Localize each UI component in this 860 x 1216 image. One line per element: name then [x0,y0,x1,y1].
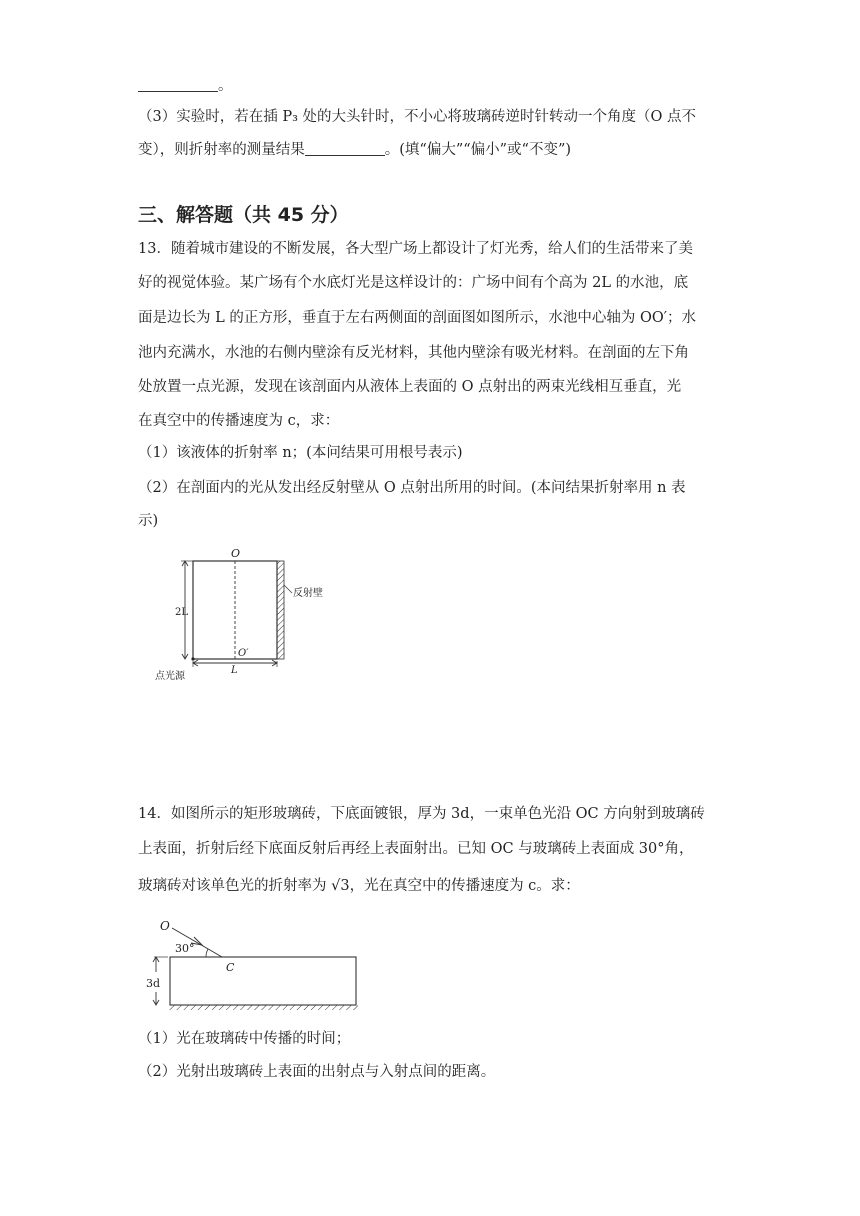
q13-line-5: 处放置一点光源，发现在该剖面内从液体上表面的 O 点射出的两束光线相互垂直，光 [138,379,682,395]
q13-line-4: 池内充满水，水池的右侧内壁涂有反光材料，其他内壁涂有吸光材料。在剖面的左下角 [138,345,689,361]
label-wall: 反射壁 [293,588,323,599]
q14-line-2: 上表面，折射后经下底面反射后再经上表面射出。已知 OC 与玻璃砖上表面成 30°角， [138,841,694,857]
glass-block-figure [140,912,370,1012]
silvered-bottom [168,1005,358,1010]
label-angle: 30° [175,942,195,955]
q14-sub-1: （1）光在玻璃砖中传播的时间； [138,1031,351,1047]
label-thickness: 3d [146,977,161,990]
pool-figure [145,543,345,688]
q13-sub-2-line2: 示) [138,513,159,529]
label-C: C [226,961,235,974]
glass-block [170,957,356,1005]
label-O-prime: O′ [238,648,249,659]
blank-underline [305,141,385,156]
reflective-wall [277,561,284,659]
q13-line-3: 面是边长为 L 的正方形，垂直于左右两侧面的剖面图如图所示，水池中心轴为 OO′；水 [138,310,697,326]
section-title: 三、解答题（共 45 分） [138,204,349,226]
q14-line-1: 14．如图所示的矩形玻璃砖，下底面镀银，厚为 3d，一束单色光沿 OC 方向射到玻璃砖 [138,806,705,822]
blank-suffix: 。 [218,78,233,94]
q13-line-2: 好的视觉体验。某广场有个水底灯光是这样设计的：广场中间有个高为 2L 的水池，底 [138,275,689,291]
q14-line-3: 玻璃砖对该单色光的折射率为 √3，光在真空中的传播速度为 c。求： [138,878,580,894]
q13-line-1: 13．随着城市建设的不断发展，各大型广场上都设计了灯光秀，给人们的生活带来了美 [138,241,693,257]
pool-rect [193,561,277,659]
angle-arc [206,949,208,957]
label-source: 点光源 [155,671,185,682]
q13-line-6: 在真空中的传播速度为 c，求： [138,413,340,429]
point-source [191,657,194,660]
q13-sub-2-line1: （2）在剖面内的光从发出经反射壁从 O 点射出所用的时间。(本问结果折射率用 n 表 [138,480,686,496]
q13-sub-1: （1）该液体的折射率 n；(本问结果可用根号表示) [138,445,463,461]
label-O: O [231,547,241,560]
label-O: O [160,919,170,933]
label-width: L [231,665,238,676]
answer-blank-line [138,76,718,96]
q14-sub-2: （2）光射出玻璃砖上表面的出射点与入射点间的距离。 [138,1064,496,1080]
q12-item3-line1: （3）实验时，若在插 P₃ 处的大头针时，不小心将玻璃砖逆时针转动一个角度（O 点不 [138,109,697,125]
blank-underline [138,77,218,92]
label-height: 2L [175,607,189,618]
q12-item3-line2: 变），则折射率的测量结果 。(填“偏大”“偏小”或“不变”) [138,142,572,158]
